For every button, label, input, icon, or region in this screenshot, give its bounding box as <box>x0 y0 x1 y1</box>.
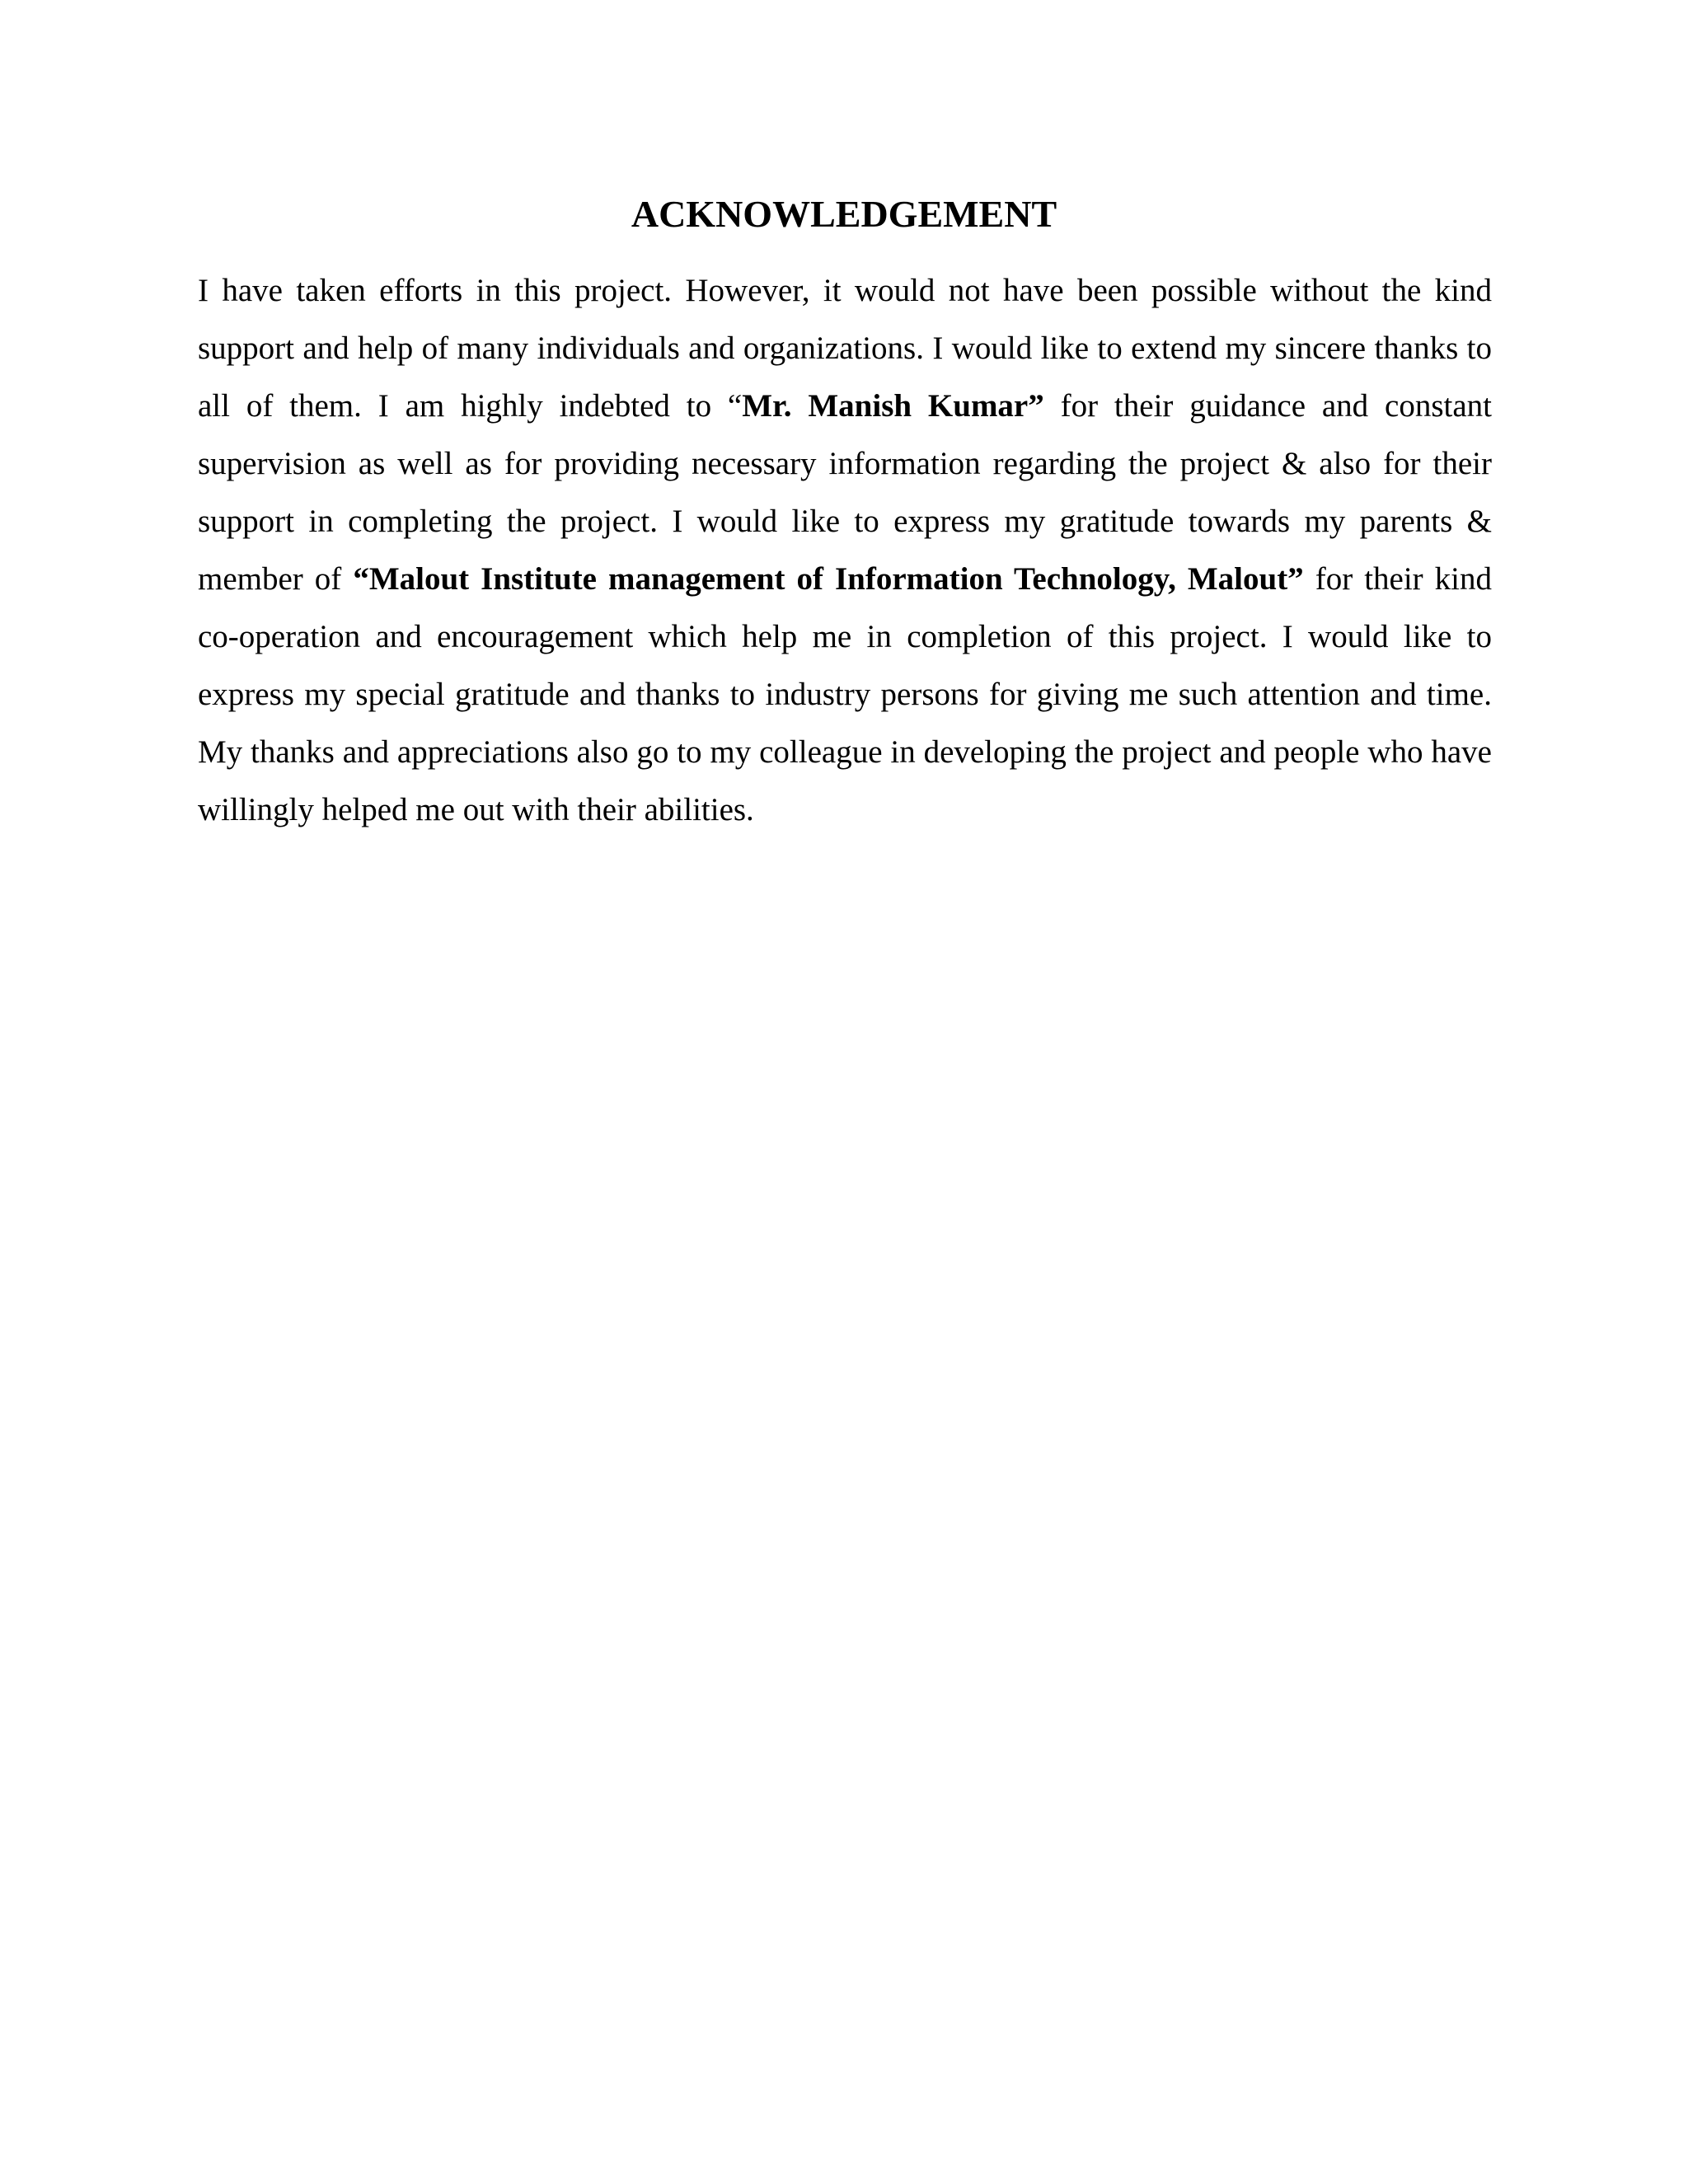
mentor-name: Mr. Manish Kumar” <box>742 388 1044 424</box>
paragraph-text-part-3: for their kind co-operation and encouragement which help me in completion of this project. I would like to express my special gratitude and thanks to industry persons for giving me such attention and time. My thanks and appreciations also go to my colleague in developing the project and people who have willingly helped me out with their abilities. <box>198 561 1493 827</box>
paragraph-text-part-1: I have taken efforts in this project. However, it would not have been possible without the kind support and help of many individuals and organizations. I would like to extend my sincere thanks to all of them. I am highly indebted to “ <box>198 273 1492 424</box>
institute-name: “Malout Institute management of Information Technology, Malout” <box>353 561 1304 597</box>
page-title: ACKNOWLEDGEMENT <box>631 193 1057 235</box>
acknowledgement-paragraph <box>198 262 1492 839</box>
paragraph-text-part-2: for their guidance and constant supervision as well as for providing necessary information regarding the project & also for their support in completing the project. I would like to express my gratitude towards my parents & member of <box>198 388 1492 597</box>
